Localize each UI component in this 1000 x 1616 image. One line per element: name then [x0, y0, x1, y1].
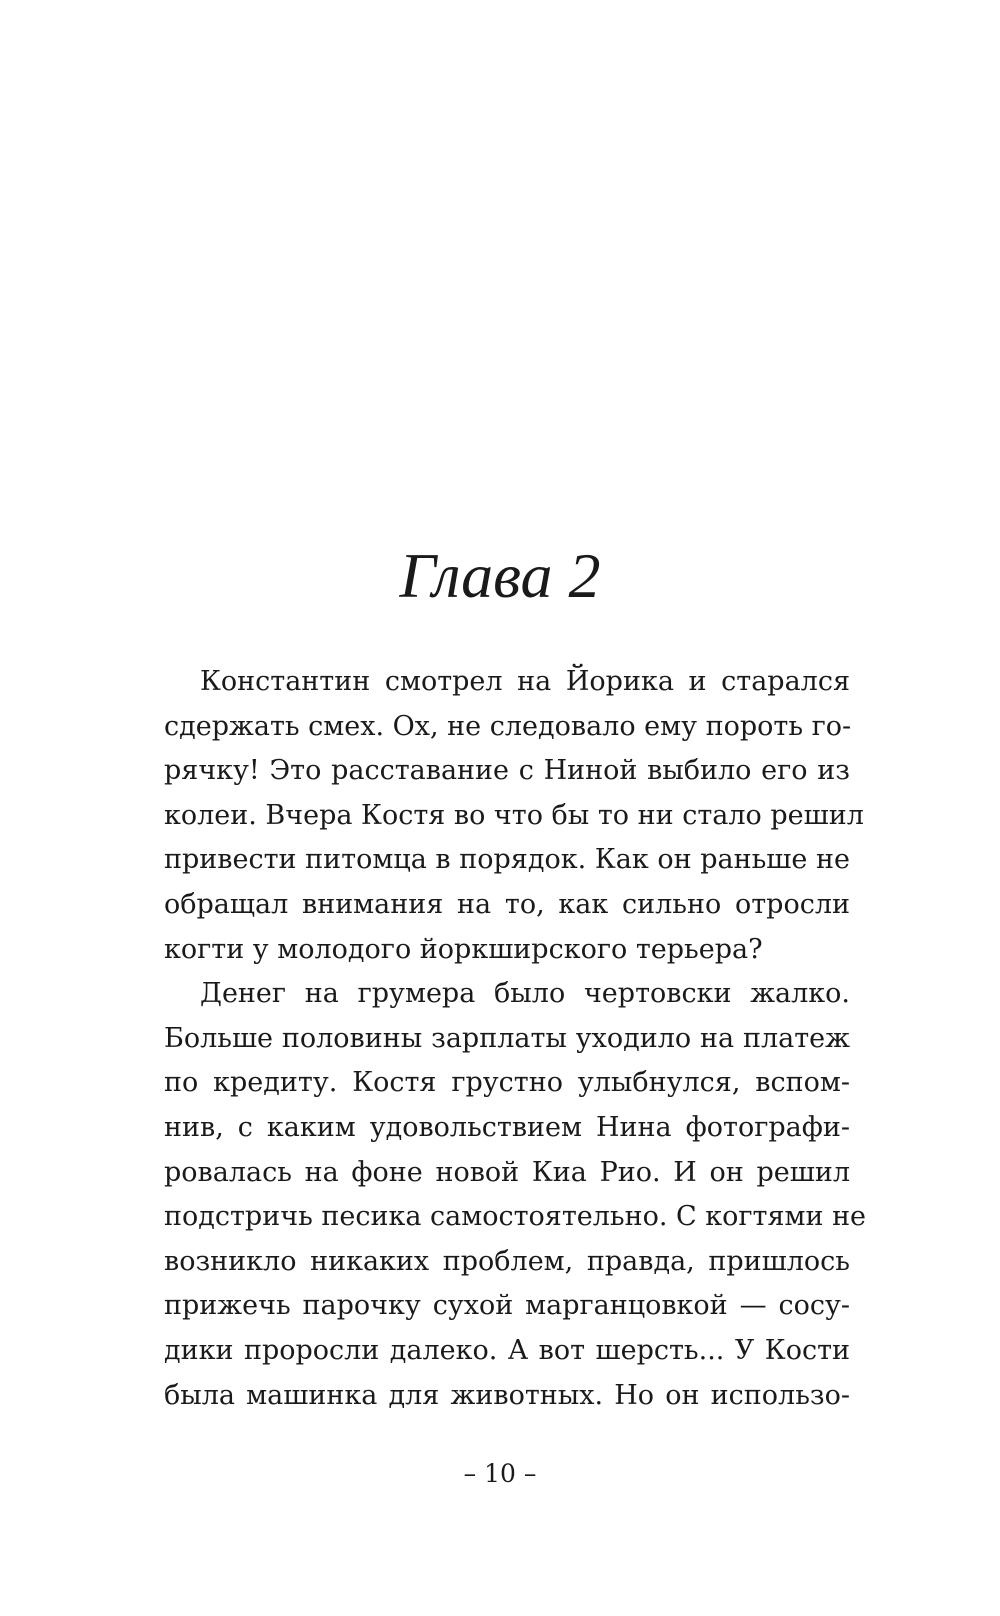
- text-line: подстричь песика самостоятельно. С когтями не: [164, 1201, 867, 1233]
- text-line: рячку! Это расставание с Ниной выбило его из: [164, 755, 850, 787]
- text-line: ровалась на фоне новой Киа Рио. И он решил: [164, 1156, 850, 1188]
- chapter-body: [164, 660, 867, 1418]
- text-line: по кредиту. Костя грустно улыбнулся, вспом-: [164, 1067, 850, 1099]
- text-line: привести питомца в порядок. Как он раньше не: [164, 844, 850, 876]
- text-line: сдержать смех. Ох, не следовало ему пороть го-: [164, 710, 852, 742]
- text-line: колеи. Вчера Костя во что бы то ни стало решил: [164, 799, 864, 831]
- text-line: Денег на грумера было чертовски жалко.: [200, 978, 850, 1010]
- text-line: обращал внимания на то, как сильно отросли: [164, 888, 850, 920]
- chapter-title: Глава 2: [399, 540, 601, 611]
- text-line: Константин смотрел на Йорика и старался: [200, 666, 850, 697]
- text-line: нив, с каким удовольствием Нина фотографи-: [164, 1111, 850, 1143]
- text-line: возникло никаких проблем, правда, пришлось: [164, 1245, 850, 1277]
- text-line: прижечь парочку сухой марганцовкой — сосу-: [164, 1290, 850, 1322]
- page-number: – 10 –: [463, 1459, 537, 1488]
- text-line: была машинка для животных. Но он использо-: [164, 1379, 850, 1411]
- text-line: когти у молодого йоркширского терьера?: [164, 933, 763, 965]
- text-line: Больше половины зарплаты уходило на платеж: [164, 1022, 850, 1054]
- text-line: дики проросли далеко. А вот шерсть... У Кости: [164, 1334, 850, 1366]
